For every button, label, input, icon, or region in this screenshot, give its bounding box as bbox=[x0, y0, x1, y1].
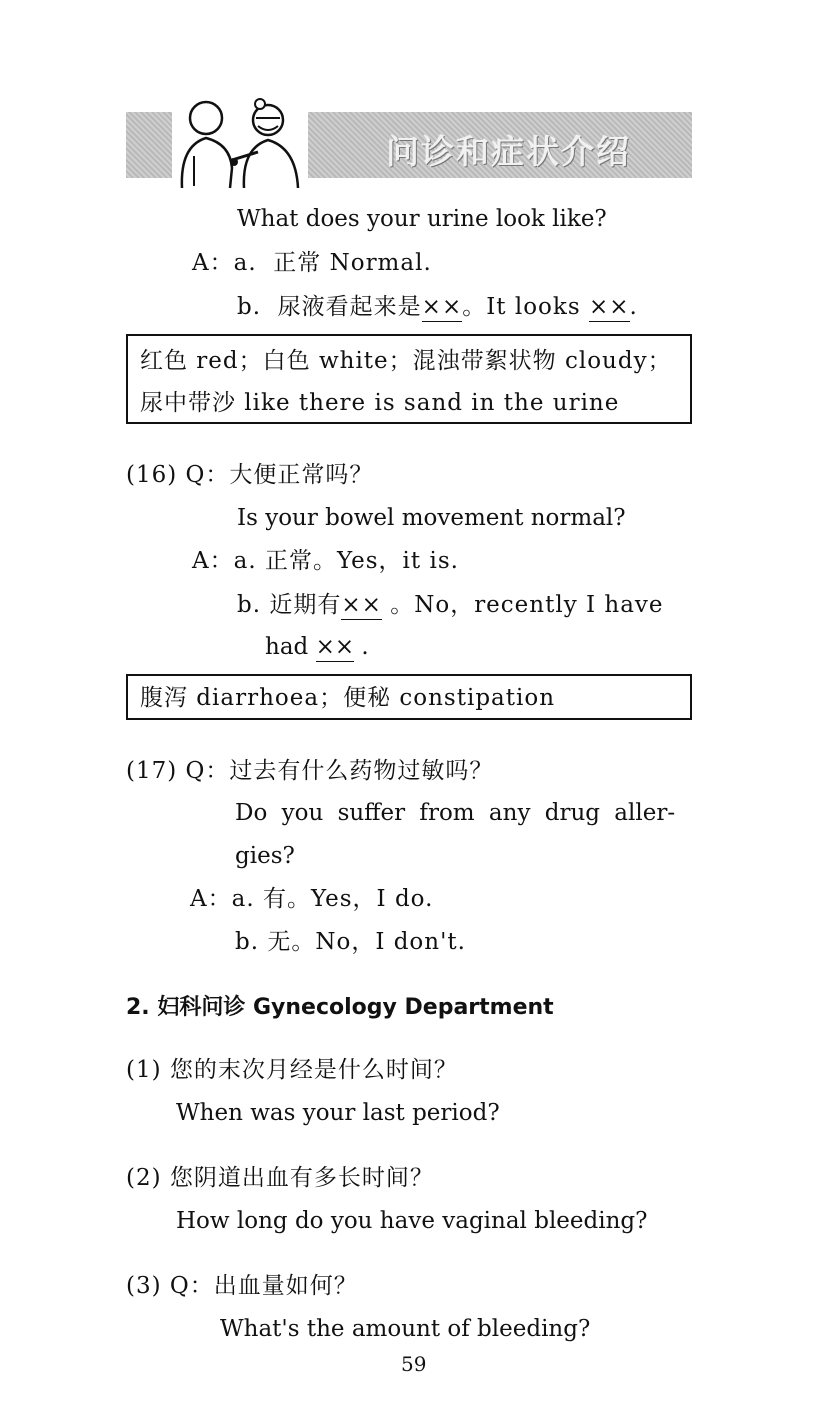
answer-b-en: It looks bbox=[486, 294, 581, 320]
answer-b-cn: 尿液看起来是 bbox=[277, 294, 422, 320]
question-cn: 大便正常吗？ bbox=[229, 462, 374, 488]
g3-question-cn bbox=[126, 1271, 358, 1301]
q17-question-en-line2: gies? bbox=[235, 843, 295, 869]
q-label: Q： bbox=[185, 758, 230, 784]
answer-a-cn: 正常 bbox=[273, 250, 322, 276]
urine-options-box bbox=[126, 334, 692, 424]
section-heading: 2. 妇科问诊 Gynecology Department bbox=[126, 995, 554, 1020]
question-number: (3) bbox=[126, 1273, 162, 1299]
page-header-title: 问诊和症状介绍 bbox=[386, 132, 631, 171]
answer-label: A： bbox=[192, 250, 234, 276]
question-number: (2) bbox=[126, 1165, 162, 1191]
options-line: 尿中带沙 like there is sand in the urine bbox=[140, 390, 620, 416]
bowel-options-box bbox=[126, 674, 692, 720]
answer-b-marker: b. bbox=[237, 294, 262, 320]
q17-answer-a bbox=[190, 884, 433, 914]
blank-placeholder: ×× bbox=[341, 592, 382, 618]
answer-b-separator: 。 bbox=[462, 294, 487, 320]
answer-label: A： bbox=[192, 548, 234, 574]
q17-question-en-line1: Do you suffer from any drug aller- bbox=[235, 800, 676, 826]
q17-question-cn bbox=[126, 756, 493, 786]
urine-question-en: What does your urine look like? bbox=[237, 206, 607, 232]
options-line: 红色 red；白色 white；混浊带絮状物 cloudy； bbox=[140, 348, 672, 374]
g2-question-cn bbox=[126, 1163, 434, 1193]
g1-question-cn bbox=[126, 1055, 458, 1085]
question-number: (16) bbox=[126, 462, 178, 488]
q-label: Q： bbox=[185, 462, 230, 488]
answer-b-cn: 近期有 bbox=[269, 592, 342, 618]
doctor-patient-icon bbox=[172, 96, 308, 192]
g3-question-en: What's the amount of bleeding? bbox=[220, 1316, 591, 1342]
blank-placeholder: ×× bbox=[588, 294, 630, 320]
page-number: 59 bbox=[401, 1352, 427, 1376]
g1-question-en: When was your last period? bbox=[176, 1100, 500, 1126]
question-cn: 过去有什么药物过敏吗？ bbox=[229, 758, 494, 784]
question-cn: 您阴道出血有多长时间？ bbox=[169, 1165, 434, 1191]
question-cn: 您的末次月经是什么时间？ bbox=[169, 1057, 458, 1083]
answer-b-marker: b. bbox=[237, 592, 262, 618]
answer-label: A： bbox=[190, 886, 232, 912]
q17-answer-b: b. 无。No，I don't. bbox=[235, 929, 466, 955]
answer-b-end: . bbox=[361, 634, 369, 660]
q16-answer-b bbox=[237, 590, 664, 620]
blank-placeholder: ×× bbox=[421, 294, 463, 320]
urine-answer-a bbox=[192, 248, 432, 278]
answer-a-text: a. 有。Yes，I do. bbox=[231, 886, 434, 912]
q16-answer-a bbox=[192, 546, 459, 576]
q16-question-en: Is your bowel movement normal? bbox=[237, 505, 626, 531]
urine-answer-b bbox=[237, 292, 638, 322]
options-line: 腹泻 diarrhoea；便秘 constipation bbox=[140, 685, 556, 711]
question-number: (1) bbox=[126, 1057, 162, 1083]
q16-answer-b-line2 bbox=[265, 632, 369, 662]
answer-b-rest: 。No，recently I have bbox=[390, 592, 664, 618]
question-number: (17) bbox=[126, 758, 178, 784]
question-cn: 出血量如何？ bbox=[213, 1273, 358, 1299]
g2-question-en: How long do you have vaginal bleeding? bbox=[176, 1208, 648, 1234]
answer-a-text: a. 正常。Yes，it is. bbox=[233, 548, 459, 574]
answer-a-marker: a. bbox=[233, 250, 257, 276]
blank-placeholder: ×× bbox=[315, 634, 355, 660]
q16-question-cn bbox=[126, 460, 373, 490]
answer-b-end: . bbox=[629, 294, 638, 320]
answer-b-line2-pre: had bbox=[265, 634, 309, 660]
q-label: Q： bbox=[169, 1273, 214, 1299]
answer-a-en: Normal. bbox=[329, 250, 432, 276]
